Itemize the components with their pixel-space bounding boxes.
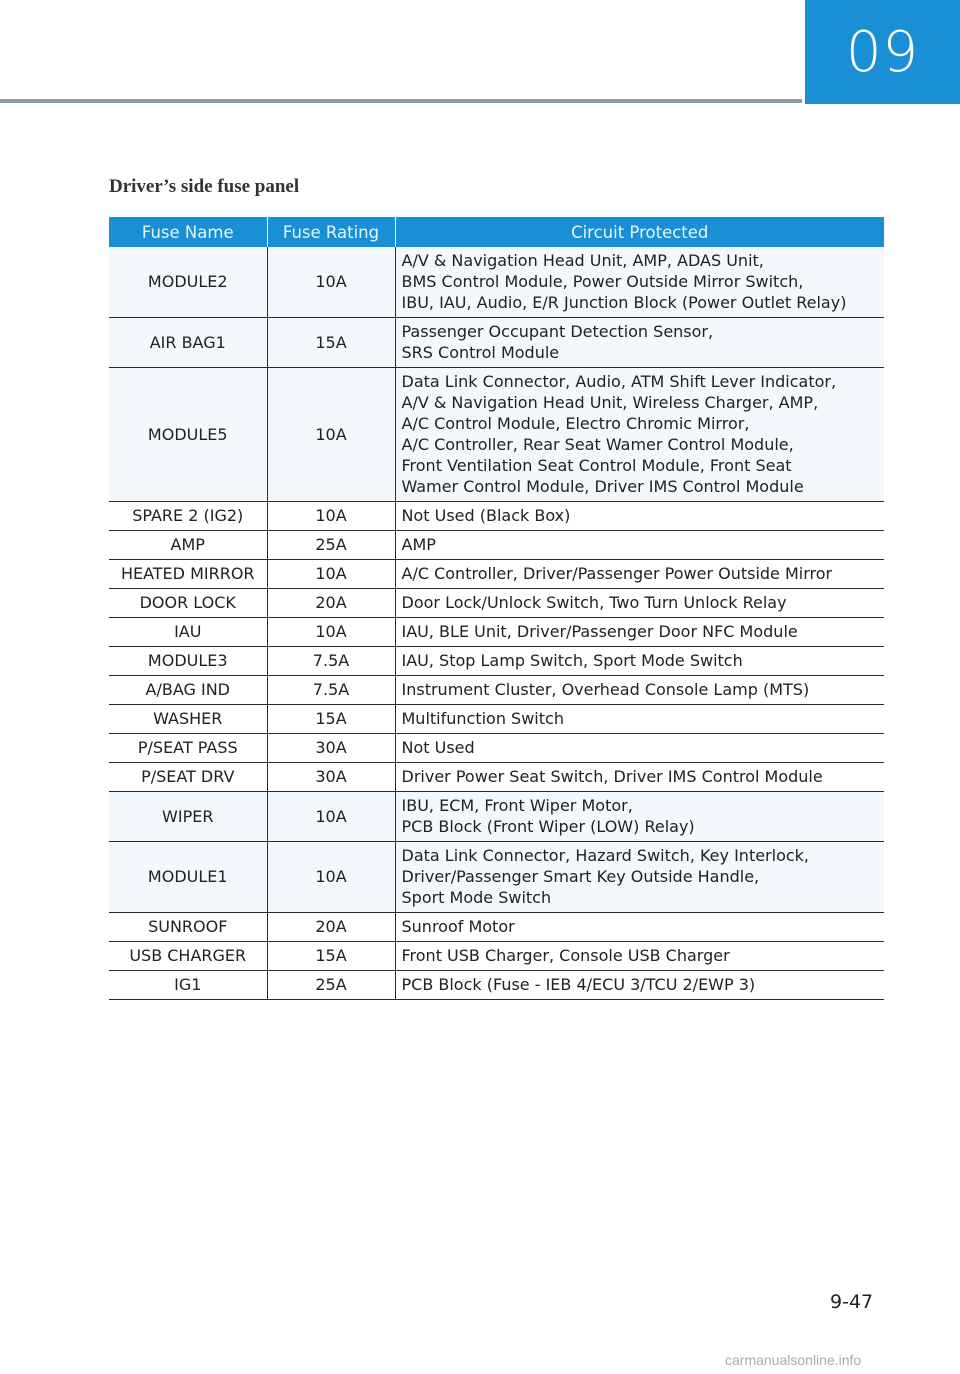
table-row xyxy=(109,560,884,589)
table-row xyxy=(109,734,884,763)
fuse-name-cell: AMP xyxy=(109,531,267,560)
table-row xyxy=(109,842,884,913)
table-row xyxy=(109,971,884,1000)
watermark: carmanualsonline.info xyxy=(725,1352,862,1368)
table-row xyxy=(109,763,884,792)
circuit-protected-cell: Not Used xyxy=(395,734,884,763)
circuit-protected-cell: Instrument Cluster, Overhead Console Lamp (MTS) xyxy=(395,676,884,705)
fuse-name-cell: USB CHARGER xyxy=(109,942,267,971)
circuit-protected-cell: Front USB Charger, Console USB Charger xyxy=(395,942,884,971)
circuit-protected-cell: Multifunction Switch xyxy=(395,705,884,734)
fuse-rating-cell: 15A xyxy=(267,705,395,734)
fuse-name-cell: WASHER xyxy=(109,705,267,734)
fuse-name-cell: IG1 xyxy=(109,971,267,1000)
table-row xyxy=(109,792,884,842)
header-rule xyxy=(0,99,802,103)
section-title: Driver’s side fuse panel xyxy=(109,176,300,197)
fuse-name-cell: MODULE2 xyxy=(109,247,267,318)
table-row xyxy=(109,589,884,618)
table-row xyxy=(109,502,884,531)
table-row xyxy=(109,318,884,368)
circuit-protected-cell: Data Link Connector, Audio, ATM Shift Lever Indicator, A/V & Navigation Head Unit, Wireless Charger, AMP, A/C Control Module, Electro Chromic Mirror, A/C Controller, Rear Seat Wamer Control Module, Front Ventilation Seat Control Module, Front Seat Wamer Control Module, Driver IMS Control Module xyxy=(395,368,884,502)
fuse-rating-cell: 25A xyxy=(267,971,395,1000)
table-row xyxy=(109,618,884,647)
fuse-name-cell: HEATED MIRROR xyxy=(109,560,267,589)
fuse-name-cell: SPARE 2 (IG2) xyxy=(109,502,267,531)
fuse-rating-cell: 20A xyxy=(267,913,395,942)
fuse-rating-cell: 10A xyxy=(267,560,395,589)
fuse-rating-cell: 7.5A xyxy=(267,676,395,705)
fuse-name-cell: MODULE1 xyxy=(109,842,267,913)
circuit-protected-cell: AMP xyxy=(395,531,884,560)
header-fuse-name: Fuse Name xyxy=(109,217,267,247)
fuse-rating-cell: 10A xyxy=(267,247,395,318)
table-row xyxy=(109,913,884,942)
header-fuse-rating: Fuse Rating xyxy=(267,217,395,247)
fuse-name-cell: DOOR LOCK xyxy=(109,589,267,618)
circuit-protected-cell: IAU, BLE Unit, Driver/Passenger Door NFC Module xyxy=(395,618,884,647)
table-row xyxy=(109,247,884,318)
fuse-name-cell: AIR BAG1 xyxy=(109,318,267,368)
fuse-name-cell: A/BAG IND xyxy=(109,676,267,705)
fuse-rating-cell: 30A xyxy=(267,763,395,792)
fuse-name-cell: MODULE5 xyxy=(109,368,267,502)
chapter-tab: 09 xyxy=(805,0,960,104)
fuse-name-cell: P/SEAT PASS xyxy=(109,734,267,763)
table-row xyxy=(109,705,884,734)
fuse-rating-cell: 20A xyxy=(267,589,395,618)
circuit-protected-cell: A/V & Navigation Head Unit, AMP, ADAS Unit, BMS Control Module, Power Outside Mirror Switch, IBU, IAU, Audio, E/R Junction Block (Power Outlet Relay) xyxy=(395,247,884,318)
table-row xyxy=(109,368,884,502)
fuse-rating-cell: 15A xyxy=(267,942,395,971)
circuit-protected-cell: IBU, ECM, Front Wiper Motor, PCB Block (Front Wiper (LOW) Relay) xyxy=(395,792,884,842)
fuse-rating-cell: 10A xyxy=(267,368,395,502)
header-circuit-protected: Circuit Protected xyxy=(395,217,884,247)
circuit-protected-cell: Sunroof Motor xyxy=(395,913,884,942)
circuit-protected-cell: Passenger Occupant Detection Sensor, SRS Control Module xyxy=(395,318,884,368)
fuse-rating-cell: 30A xyxy=(267,734,395,763)
circuit-protected-cell: Not Used (Black Box) xyxy=(395,502,884,531)
fuse-name-cell: SUNROOF xyxy=(109,913,267,942)
circuit-protected-cell: Driver Power Seat Switch, Driver IMS Control Module xyxy=(395,763,884,792)
circuit-protected-cell: Door Lock/Unlock Switch, Two Turn Unlock Relay xyxy=(395,589,884,618)
circuit-protected-cell: PCB Block (Fuse - IEB 4/ECU 3/TCU 2/EWP 3) xyxy=(395,971,884,1000)
table-row xyxy=(109,647,884,676)
fuse-rating-cell: 7.5A xyxy=(267,647,395,676)
fuse-rating-cell: 15A xyxy=(267,318,395,368)
fuse-table xyxy=(109,217,884,1000)
table-row xyxy=(109,676,884,705)
table-row xyxy=(109,942,884,971)
table-header-row xyxy=(109,217,884,247)
table-row xyxy=(109,531,884,560)
fuse-rating-cell: 10A xyxy=(267,502,395,531)
fuse-name-cell: MODULE3 xyxy=(109,647,267,676)
fuse-rating-cell: 25A xyxy=(267,531,395,560)
circuit-protected-cell: A/C Controller, Driver/Passenger Power Outside Mirror xyxy=(395,560,884,589)
fuse-rating-cell: 10A xyxy=(267,842,395,913)
page-number: 9-47 xyxy=(830,1291,874,1313)
fuse-rating-cell: 10A xyxy=(267,618,395,647)
fuse-name-cell: WIPER xyxy=(109,792,267,842)
circuit-protected-cell: IAU, Stop Lamp Switch, Sport Mode Switch xyxy=(395,647,884,676)
fuse-rating-cell: 10A xyxy=(267,792,395,842)
circuit-protected-cell: Data Link Connector, Hazard Switch, Key Interlock, Driver/Passenger Smart Key Outside Handle, Sport Mode Switch xyxy=(395,842,884,913)
fuse-name-cell: P/SEAT DRV xyxy=(109,763,267,792)
fuse-name-cell: IAU xyxy=(109,618,267,647)
